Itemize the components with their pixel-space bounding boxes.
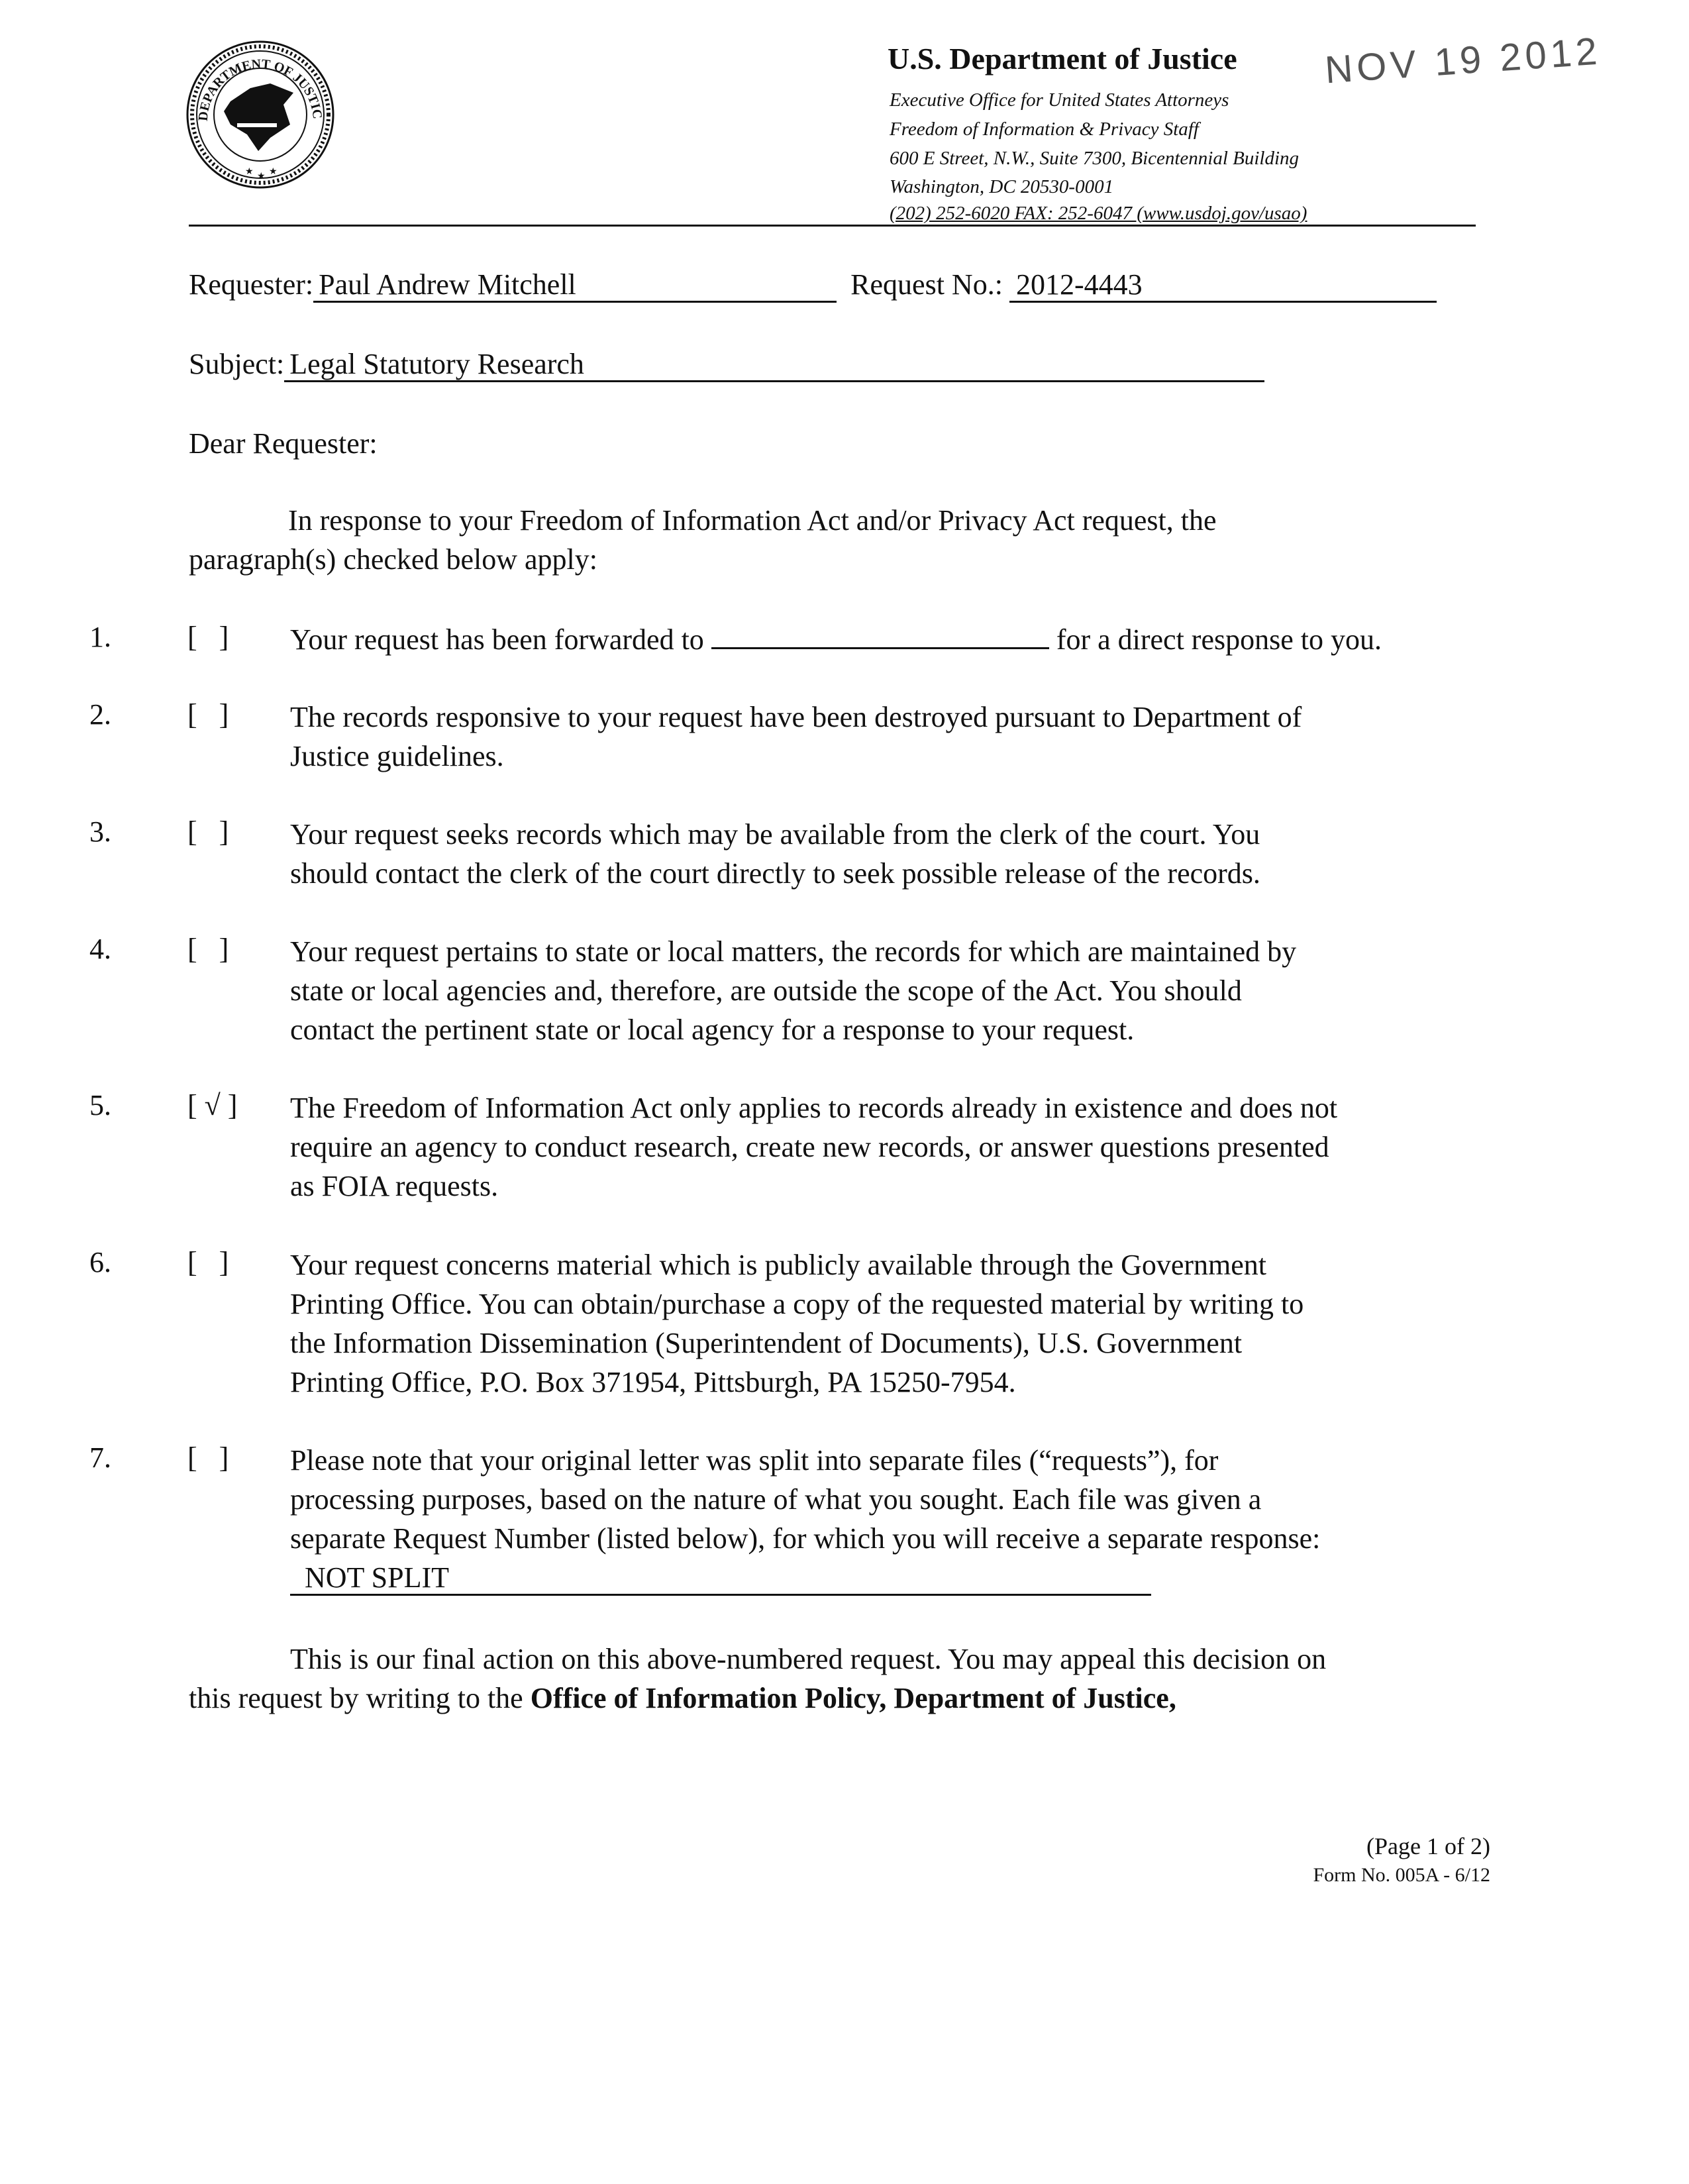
split-requests-field[interactable] <box>290 1562 1151 1596</box>
form-number: Form No. 005A - 6/12 <box>1313 1864 1490 1886</box>
item-6-text <box>290 1245 1496 1402</box>
item-1-text <box>290 620 1496 659</box>
item-5-line-1: The Freedom of Information Act only applies to records already in existence and does not <box>290 1092 1338 1124</box>
item-1-checkbox[interactable]: [ ] <box>187 621 229 653</box>
item-6-line-1: Your request concerns material which is publicly available through the Government <box>290 1249 1267 1281</box>
item-2-line-2: Justice guidelines. <box>290 740 504 772</box>
svg-text:DEPARTMENT OF JUSTICE: DEPARTMENT OF JUSTIC <box>195 56 325 122</box>
forwarded-to-field[interactable] <box>711 647 1049 649</box>
item-1-line-2: for a direct response to you. <box>1056 623 1382 656</box>
requester-value: Paul Andrew Mitchell <box>319 268 576 301</box>
address-line-street: 600 E Street, N.W., Suite 7300, Bicentennial Building <box>890 148 1300 169</box>
letterhead-rule <box>189 225 1476 227</box>
appeal-office: Office of Information Policy, Department of Justice, <box>530 1682 1176 1714</box>
request-no-value: 2012-4443 <box>1015 268 1143 301</box>
request-no-field[interactable] <box>1009 269 1437 303</box>
item-5-text <box>290 1088 1496 1206</box>
item-3-line-1: Your request seeks records which may be available from the clerk of the court. You <box>290 818 1260 851</box>
address-line-city: Washington, DC 20530-0001 <box>890 176 1114 197</box>
item-1-number: 1. <box>89 621 111 653</box>
requester-field[interactable] <box>313 269 837 303</box>
item-6-number: 6. <box>89 1246 111 1278</box>
department-title: U.S. Department of Justice <box>888 42 1237 76</box>
item-7-number: 7. <box>89 1441 111 1474</box>
requester-label: Requester: <box>189 268 314 301</box>
closing-line-2-text: this request by writing to the <box>189 1682 531 1714</box>
salutation: Dear Requester: <box>189 427 378 460</box>
request-no-label: Request No.: <box>850 268 1003 301</box>
item-3-line-2: should contact the clerk of the court directly to seek possible release of the records. <box>290 857 1260 890</box>
closing-line-1: This is our final action on this above-numbered request. You may appeal this decision on <box>290 1643 1327 1675</box>
svg-text:★: ★ <box>257 172 266 182</box>
intro-line-1: In response to your Freedom of Information Act and/or Privacy Act request, the <box>288 504 1217 537</box>
item-7-line-3: separate Request Number (listed below), for which you will receive a separate response: <box>290 1522 1321 1555</box>
subject-field[interactable] <box>284 348 1264 382</box>
department-of-justice-seal-icon <box>184 38 336 191</box>
item-6-line-3: the Information Dissemination (Superintendent of Documents), U.S. Government <box>290 1327 1243 1359</box>
item-7-line-1: Please note that your original letter was split into separate files (“requests”), for <box>290 1444 1219 1477</box>
item-6-line-2: Printing Office. You can obtain/purchase a copy of the requested material by writing to <box>290 1288 1304 1320</box>
item-2-line-1: The records responsive to your request have been destroyed pursuant to Department of <box>290 701 1302 733</box>
item-3-checkbox[interactable]: [ ] <box>187 815 229 848</box>
item-3-number: 3. <box>89 815 111 848</box>
item-7-line-2: processing purposes, based on the nature of what you sought. Each file was given a <box>290 1483 1262 1516</box>
svg-text:★: ★ <box>245 167 254 177</box>
item-2-checkbox[interactable]: [ ] <box>187 698 229 731</box>
item-4-line-1: Your request pertains to state or local matters, the records for which are maintained by <box>290 935 1297 968</box>
requester-row <box>189 265 1437 305</box>
item-5-checkbox-checked[interactable]: [ √ ] <box>187 1089 238 1121</box>
item-2-text <box>290 698 1496 776</box>
item-5-number: 5. <box>89 1089 111 1121</box>
received-date-stamp: NOV 19 2012 <box>1323 29 1603 92</box>
item-7-checkbox[interactable]: [ ] <box>187 1441 229 1474</box>
item-4-text <box>290 932 1496 1049</box>
item-3-text <box>290 815 1496 893</box>
address-line-office: Executive Office for United States Attorneys <box>890 89 1229 111</box>
svg-text:★: ★ <box>269 167 278 177</box>
item-4-line-3: contact the pertinent state or local agency for a response to your request. <box>290 1014 1135 1046</box>
item-7-text <box>290 1441 1496 1597</box>
split-value: NOT SPLIT <box>305 1561 449 1594</box>
item-4-number: 4. <box>89 933 111 965</box>
item-5-line-2: require an agency to conduct research, create new records, or answer questions presented <box>290 1131 1329 1163</box>
doj-seal <box>184 38 336 191</box>
intro-line-2: paragraph(s) checked below apply: <box>189 543 597 576</box>
subject-label: Subject: <box>189 348 285 380</box>
item-4-line-2: state or local agencies and, therefore, are outside the scope of the Act. You should <box>290 974 1242 1007</box>
address-line-staff: Freedom of Information & Privacy Staff <box>890 119 1199 140</box>
item-5-line-3: as FOIA requests. <box>290 1170 499 1202</box>
page-number: (Page 1 of 2) <box>1366 1833 1490 1859</box>
item-4-checkbox[interactable]: [ ] <box>187 933 229 965</box>
subject-value: Legal Statutory Research <box>289 348 584 380</box>
item-1-line-1: Your request has been forwarded to <box>290 623 704 656</box>
page-footer <box>1313 1832 1490 1890</box>
address-line-contact: (202) 252-6020 FAX: 252-6047 (www.usdoj.gov/usao) <box>890 203 1307 224</box>
subject-row <box>189 344 1264 384</box>
item-6-checkbox[interactable]: [ ] <box>187 1246 229 1278</box>
item-2-number: 2. <box>89 698 111 731</box>
item-6-line-4: Printing Office, P.O. Box 371954, Pittsburgh, PA 15250-7954. <box>290 1366 1016 1398</box>
closing-line-2 <box>189 1679 1176 1718</box>
